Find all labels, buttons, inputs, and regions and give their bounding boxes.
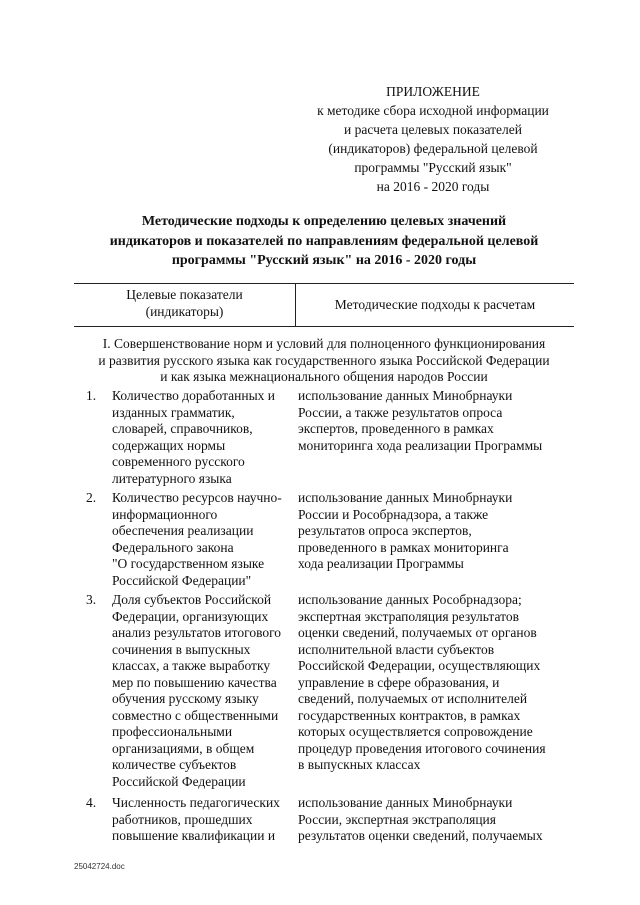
cell-line: экспертная экстраполяция результатов xyxy=(298,608,519,624)
cell-line: информационного xyxy=(112,506,218,522)
cell-line: работников, прошедших xyxy=(112,811,253,827)
cell-line: литературного языка xyxy=(112,470,232,486)
row-number: 3. xyxy=(86,592,97,607)
cell-line: Федерации, организующих xyxy=(112,608,269,624)
cell-line: анализ результатов итогового xyxy=(112,625,282,640)
cell-line: результатов опроса экспертов, xyxy=(298,523,472,538)
cell-line: государственных контрактов, в рамках xyxy=(298,707,521,723)
column-header-line: (индикаторы) xyxy=(145,304,224,319)
cell-line: Федерального закона xyxy=(112,539,234,555)
cell-line: совместно с общественными xyxy=(112,707,279,723)
document-title xyxy=(74,212,574,271)
indicator-cell xyxy=(112,490,308,589)
cell-line: обеспечения реализации xyxy=(112,523,254,538)
cell-line: оценки сведений, получаемых от органов xyxy=(298,625,537,640)
cell-line: использование данных Минобрнауки xyxy=(298,388,513,403)
cell-line: Численность педагогических xyxy=(112,795,280,810)
cell-line: использование данных Рособрнадзора; xyxy=(298,592,522,607)
cell-line: хода реализации Программы xyxy=(298,556,464,571)
cell-line: организациями, в общем xyxy=(112,740,255,756)
cell-line: Количество ресурсов научно- xyxy=(112,490,282,505)
cell-line: Российской Федерации xyxy=(112,773,246,789)
cell-line: России и Рособрнадзора, а также xyxy=(298,506,489,522)
cell-line: современного русского xyxy=(112,454,245,469)
column-header-text: Методические подходы к расчетам xyxy=(334,297,536,312)
cell-line: повышение квалификации и xyxy=(112,828,276,843)
cell-line: Доля субъектов Российской xyxy=(112,592,272,607)
method-cell xyxy=(298,490,578,573)
section-heading xyxy=(74,336,574,386)
cell-line: использование данных Минобрнауки xyxy=(298,795,513,810)
appendix-line: и расчета целевых показателей xyxy=(344,122,522,137)
cell-line: словарей, справочников, xyxy=(112,421,253,436)
method-cell xyxy=(298,795,578,845)
appendix-line: (индикаторов) федеральной целевой xyxy=(328,141,538,156)
cell-line: количестве субъектов xyxy=(112,757,237,772)
appendix-line: программы "Русский язык" xyxy=(354,160,512,175)
table-header xyxy=(74,283,574,327)
cell-line: управление в сфере образования, и xyxy=(298,674,500,690)
cell-line: содержащих нормы xyxy=(112,437,226,453)
appendix-line: к методике сбора исходной информации xyxy=(317,103,549,118)
cell-line: в выпускных классах xyxy=(298,757,421,772)
column-header-methods xyxy=(296,284,574,326)
cell-line: использование данных Минобрнауки xyxy=(298,490,513,505)
cell-line: профессиональными xyxy=(112,724,233,739)
method-cell xyxy=(298,592,578,774)
cell-line: России, экспертная экстраполяция xyxy=(298,811,496,827)
cell-line: которых осуществляется сопровождение xyxy=(298,724,533,739)
cell-line: "О государственном языке xyxy=(112,556,265,571)
indicator-cell xyxy=(112,795,308,845)
cell-line: результатов оценки сведений, получаемых xyxy=(298,828,543,843)
section-line: и развития русского языка как государственного языка Российской Федерации xyxy=(98,352,550,368)
title-line: индикаторов и показателей по направлениям федеральной целевой xyxy=(109,233,539,249)
title-line: программы "Русский язык" на 2016 - 2020 годы xyxy=(171,253,477,268)
section-line: и как языка межнационального общения народов России xyxy=(160,369,488,384)
column-header-indicators xyxy=(74,286,295,320)
indicator-cell xyxy=(112,592,308,790)
appendix-header xyxy=(300,82,566,196)
method-cell xyxy=(298,388,578,454)
cell-line: Российской Федерации, осуществляющих xyxy=(298,658,541,673)
row-number: 4. xyxy=(86,795,97,810)
cell-line: России, а также результатов опроса xyxy=(298,404,503,420)
title-line: Методические подходы к определению целевых значений xyxy=(141,214,507,229)
cell-line: обучения русскому языку xyxy=(112,691,259,706)
indicator-cell xyxy=(112,388,308,487)
cell-line: процедур проведения итогового сочинения xyxy=(298,740,546,756)
cell-line: проведенного в рамках мониторинга xyxy=(298,539,509,555)
cell-line: мониторинга хода реализации Программы xyxy=(298,437,543,453)
cell-line: Количество доработанных и xyxy=(112,388,276,403)
cell-line: мер по повышению качества xyxy=(112,674,277,690)
cell-line: сведений, получаемых от исполнителей xyxy=(298,691,528,706)
cell-line: классах, а также выработку xyxy=(112,658,271,673)
cell-line: изданных грамматик, xyxy=(112,404,235,420)
column-header-line: Целевые показатели xyxy=(126,287,243,302)
cell-line: исполнительной власти субъектов xyxy=(298,641,495,657)
document-filename: 25042724.doc xyxy=(74,862,125,871)
row-number: 1. xyxy=(86,388,97,403)
section-line: I. Совершенствование норм и условий для полноценного функционирования xyxy=(102,336,546,351)
cell-line: сочинения в выпускных xyxy=(112,641,251,657)
appendix-line: на 2016 - 2020 годы xyxy=(376,179,490,194)
cell-line: Российской Федерации" xyxy=(112,572,252,588)
cell-line: экспертов, проведенного в рамках xyxy=(298,421,494,436)
row-number: 2. xyxy=(86,490,97,505)
appendix-line: ПРИЛОЖЕНИЕ xyxy=(386,84,480,99)
